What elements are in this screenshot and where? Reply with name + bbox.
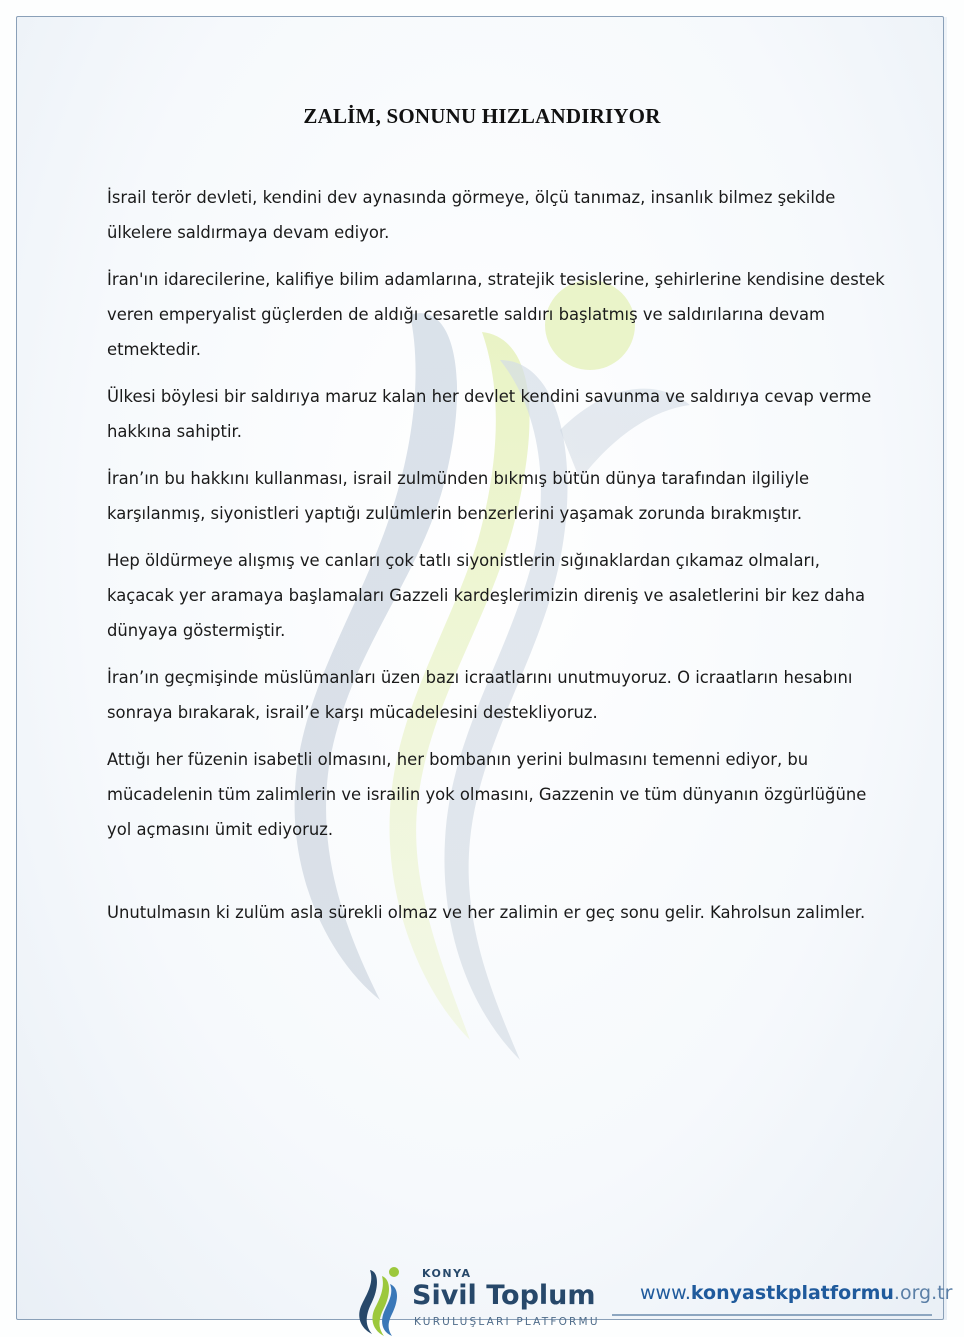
footer-divider [612,1314,932,1316]
paragraph: Ülkesi böylesi bir saldırıya maruz kalan her devlet kendini savunma ve saldırıya cevap verme hakkına sahiptir. [107,387,872,441]
logo-subtitle: KURULUŞLARI PLATFORMU [414,1316,600,1328]
website-suffix: .org.tr [893,1282,953,1304]
paragraph: İsrail terör devleti, kendini dev aynasında görmeye, ölçü tanımaz, insanlık bilmez şekilde ülkelere saldırmaya devam ediyor. [107,188,836,242]
document-title: ZALİM, SONUNU HIZLANDIRIYOR [303,104,661,128]
website-domain: konyastkplatformu [690,1282,894,1304]
paragraph: İran'ın idarecilerine, kalifiye bilim adamlarına, stratejik tesislerine, şehirlerine kendisine destek veren emperyalist güçlerden de aldığı cesaretle saldırı başlatmış ve saldırılarına devam etmektedir. [107,270,885,359]
paragraph: Hep öldürmeye alışmış ve canları çok tatlı siyonistlerin sığınaklardan çıkamaz olmaları, kaçacak yer aramaya başlamaları Gazzeli kardeşlerimizin direniş ve asaletlerini bir kez daha dünyaya göstermiştir. [107,551,866,640]
paragraph: İran’ın geçmişinde müslümanları üzen bazı icraatlarını unutmuyoruz. O icraatların hesabını sonraya bırakarak, israil’e karşı mücadelesini destekliyoruz. [107,668,853,722]
closing-statement: Unutulmasın ki zulüm asla sürekli olmaz ve her zalimin er geç sonu gelir. Kahrolsun zalimler. [107,903,866,922]
website-prefix: www. [640,1282,691,1304]
website-link[interactable] [640,1282,952,1304]
paragraph: Attığı her füzenin isabetli olmasını, her bombanın yerini bulmasını temenni ediyor, bu mücadelenin tüm zalimlerin ve israilin yok olmasını, Gazzenin ve tüm dünyanın özgürlüğüne yol açmasını ümit ediyoruz. [107,750,867,839]
platform-logo-icon [352,1258,412,1336]
paragraph: İran’ın bu hakkını kullanması, israil zulmünden bıkmış bütün dünya tarafından ilgiliyle karşılanmış, siyonistleri yaptığı zulümlerin benzerlerini yaşamak zorunda bırakmıştır. [107,469,810,523]
platform-logo [352,1258,612,1336]
document-body [107,180,887,942]
logo-city-label: KONYA [422,1267,472,1280]
logo-name: Sivil Toplum [412,1280,596,1311]
